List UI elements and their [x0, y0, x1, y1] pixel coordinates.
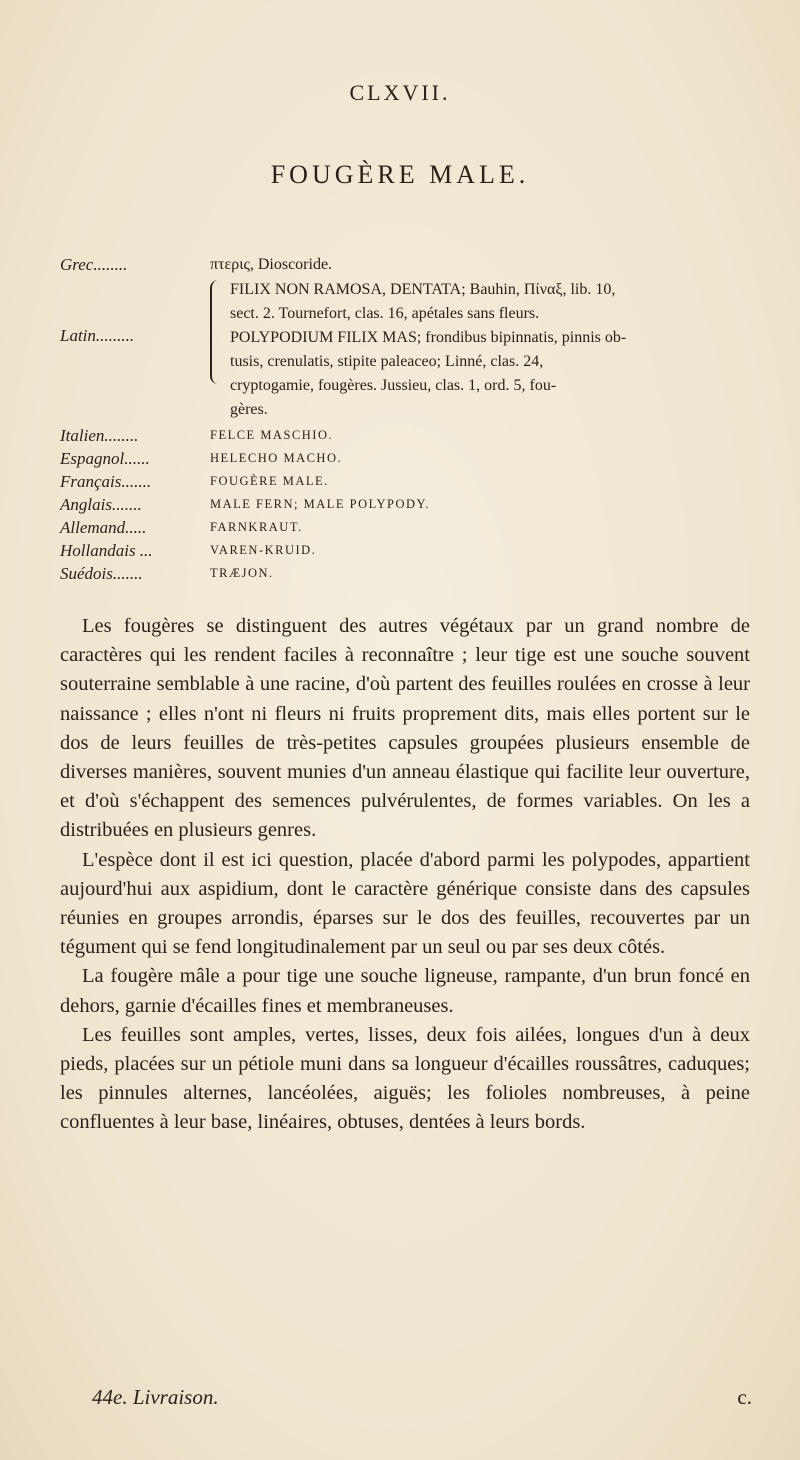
name-row-french: [60, 470, 760, 493]
page-title: FOUGÈRE MALE.: [270, 160, 530, 189]
issue-number: 44e. Livraison.: [92, 1385, 219, 1409]
name-value-italian: FELCE MASCHIO.: [210, 428, 334, 442]
name-row-german: [60, 516, 760, 539]
language-label-german: Allemand.....: [60, 518, 147, 537]
name-row-italian: [60, 424, 760, 447]
name-row-dutch: [60, 539, 760, 562]
description-text: [60, 612, 750, 1138]
name-value-german: FARNKRAUT.: [210, 520, 303, 534]
name-value-latin: [230, 278, 760, 422]
name-value-dutch: VAREN-KRUID.: [210, 543, 317, 557]
name-value-swedish: TRÆJON.: [210, 566, 274, 580]
language-label-italian: Italien........: [60, 426, 139, 445]
name-value-greek: πτερις, Dioscoride.: [210, 256, 333, 273]
language-label-spanish: Espagnol......: [60, 449, 150, 468]
page-footer: [92, 1385, 752, 1410]
language-label-latin: Latin.........: [60, 326, 135, 345]
language-label-english: Anglais.......: [60, 495, 142, 514]
name-row-latin: [60, 278, 760, 422]
paragraph: L'espèce dont il est ici question, placée d'abord parmi les polypodes, appartient aujourd'hui aux aspidium, dont le caractère générique consiste dans des capsules réunies en groupes arrondis, éparses sur le dos des feuilles, recouvertes par un tégument qui se fend longitudinalement par un seul ou par ses deux côtés.: [60, 848, 750, 959]
latin-line: cryptogamie, fougères. Jussieu, clas. 1, ord. 5, fou-: [230, 377, 557, 394]
signature-mark: c.: [737, 1385, 752, 1409]
latin-line: sect. 2. Tournefort, clas. 16, apétales sans fleurs.: [230, 305, 540, 322]
paragraph: Les fougères se distinguent des autres végétaux par un grand nombre de caractères qui les rendent faciles à reconnaître ; leur tige est une souche souvent souterraine semblable à une racine, d'où partent des feuilles roulées en crosse à leur naissance ; elles n'ont ni fleurs ni fruits proprement dits, mais elles portent sur le dos de leurs feuilles de très-petites capsules groupées plusieurs ensemble de diverses manières, souvent munies d'un anneau élastique qui facilite leur ouverture, et d'où s'échappent des semences pulvérulentes, de formes variables. On les a distribuées en plusieurs genres.: [60, 615, 750, 842]
latin-line: FILIX NON RAMOSA, DENTATA; Bauhin, Πίναξ, lib. 10,: [230, 281, 616, 298]
name-row-swedish: [60, 562, 760, 585]
language-label-dutch: Hollandais ...: [60, 541, 153, 560]
name-value-english: MALE FERN; MALE POLYPODY.: [210, 497, 431, 511]
name-row-greek: [60, 253, 760, 276]
curly-brace: [210, 280, 222, 384]
paragraph: Les feuilles sont amples, vertes, lisses, deux fois ailées, longues d'un à deux pieds, placées sur un pétiole muni dans sa longueur d'écailles roussâtres, caduques; les pinnules alternes, lancéolées, aiguës; les folioles nombreuses, à peine confluentes à leur base, linéaires, obtuses, dentées à leurs bords.: [60, 1023, 750, 1134]
name-value-french: FOUGÈRE MALE.: [210, 474, 329, 488]
name-row-spanish: [60, 447, 760, 470]
name-value-spanish: HELECHO MACHO.: [210, 451, 343, 465]
language-label-greek: Grec........: [60, 255, 128, 274]
language-label-swedish: Suédois.......: [60, 564, 143, 583]
language-label-french: Français.......: [60, 472, 152, 491]
name-row-english: [60, 493, 760, 516]
latin-line: POLYPODIUM FILIX MAS; frondibus bipinnatis, pinnis ob-: [230, 329, 627, 346]
vernacular-names-table: [60, 253, 760, 585]
latin-line: gères.: [230, 401, 268, 418]
latin-line: tusis, crenulatis, stipite paleaceo; Linné, clas. 24,: [230, 353, 544, 370]
page-folio: CLXVII.: [349, 80, 451, 105]
paragraph: La fougère mâle a pour tige une souche ligneuse, rampante, d'un brun foncé en dehors, garnie d'écailles fines et membraneuses.: [60, 965, 750, 1017]
